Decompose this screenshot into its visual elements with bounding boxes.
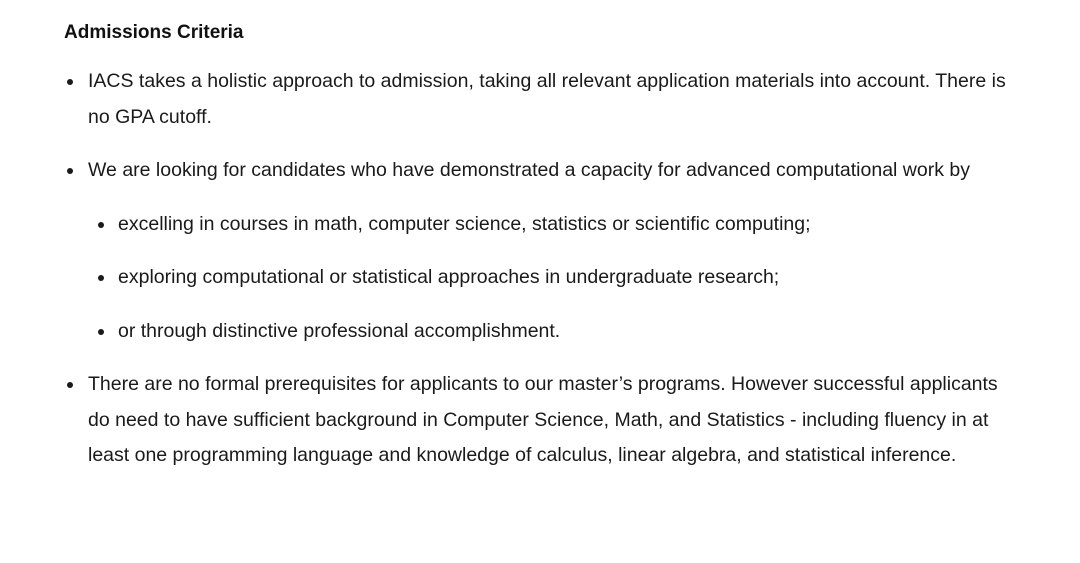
criteria-item-holistic bbox=[64, 64, 1024, 135]
criteria-list bbox=[64, 64, 1024, 474]
criteria-item-candidates bbox=[64, 153, 1024, 349]
admissions-criteria-section bbox=[64, 20, 1024, 492]
criteria-item-text: There are no formal prerequisites for applicants to our master’s programs. However successful applicants do need to have sufficient background in Computer Science, Math, and Statistics - including fluency in at least one programming language and knowledge of calculus, linear algebra, and statistical inference. bbox=[88, 373, 998, 466]
sub-list-item: or through distinctive professional accomplishment. bbox=[88, 314, 1024, 350]
sub-list-item: exploring computational or statistical approaches in undergraduate research; bbox=[88, 260, 1024, 296]
sub-list-item: excelling in courses in math, computer science, statistics or scientific computing; bbox=[88, 207, 1024, 243]
criteria-item-text: IACS takes a holistic approach to admission, taking all relevant application materials into account. There is no GPA cutoff. bbox=[88, 70, 1006, 128]
criteria-item-text: We are looking for candidates who have demonstrated a capacity for advanced computational work by bbox=[88, 159, 970, 181]
candidate-qualities-list bbox=[88, 207, 1024, 350]
criteria-item-prerequisites bbox=[64, 367, 1024, 474]
section-heading: Admissions Criteria bbox=[64, 22, 244, 43]
